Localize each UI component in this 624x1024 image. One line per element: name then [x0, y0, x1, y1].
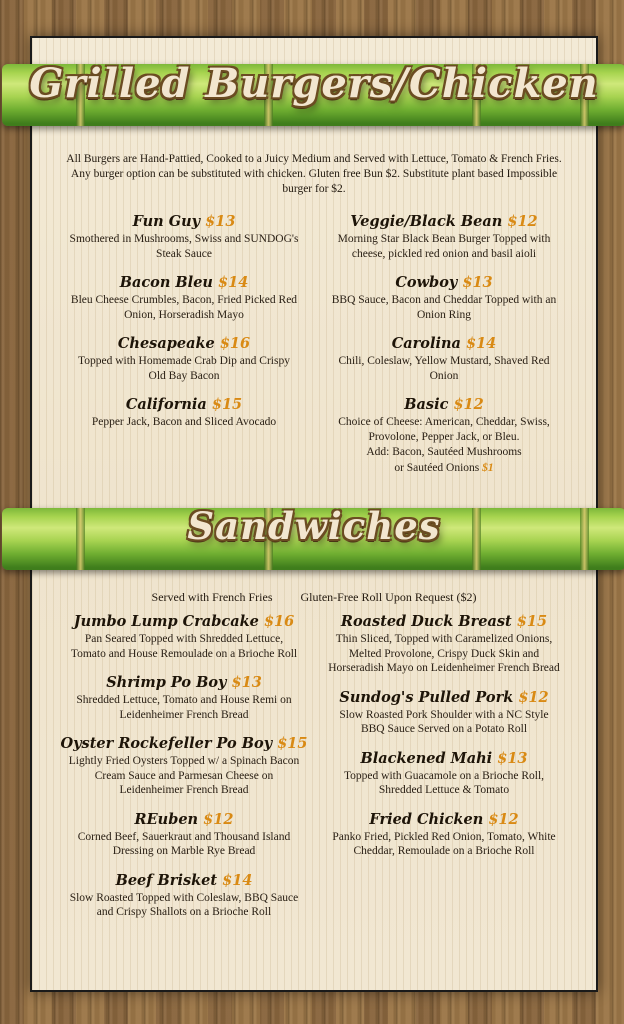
menu-item-description: Lightly Fried Oysters Topped w/ a Spinach Bacon Cream Sauce and Parmesan Cheese on Leidenheimer French Bread	[68, 755, 300, 796]
menu-item-price: $15	[277, 735, 308, 752]
menu-item-description: BBQ Sauce, Bacon and Cheddar Topped with an Onion Ring	[331, 294, 557, 321]
menu-item[interactable]	[314, 750, 574, 798]
menu-item-price: $15	[516, 613, 548, 630]
menu-item[interactable]	[314, 335, 574, 383]
section-title-sandwiches: Sandwiches	[187, 504, 441, 548]
menu-item-price: $13	[462, 274, 493, 291]
burgers-right-column	[314, 213, 574, 488]
section-grilled-burgers	[32, 152, 596, 488]
menu-item-heading	[314, 396, 574, 414]
menu-item-description: Slow Roasted Topped with Coleslaw, BBQ Sauce and Crispy Shallots on a Brioche Roll	[69, 891, 299, 918]
menu-item[interactable]	[314, 213, 574, 261]
menu-item-heading	[314, 613, 574, 631]
banner-grilled-burgers	[2, 52, 624, 144]
menu-item-name: Jumbo Lump Crabcake	[73, 613, 259, 630]
banner-sandwiches	[2, 496, 624, 588]
menu-item-heading	[314, 811, 574, 829]
menu-item-description: Pan Seared Topped with Shredded Lettuce, Tomato and House Remoulade on a Brioche Roll	[70, 633, 298, 660]
menu-item-price: $12	[203, 810, 234, 828]
menu-item[interactable]	[54, 811, 314, 859]
menu-item[interactable]	[54, 674, 314, 722]
menu-item[interactable]	[314, 396, 574, 475]
menu-item-description: Shredded Lettuce, Tomato and House Remi on Leidenheimer French Bread	[76, 694, 292, 721]
menu-item-description: Corned Beef, Sauerkraut and Thousand Island Dressing on Marble Rye Bread	[77, 830, 291, 857]
menu-item-price: $16	[219, 335, 251, 352]
section-title-burgers: Grilled Burgers/Chicken	[29, 60, 599, 107]
menu-item-name: Fried Chicken	[369, 810, 484, 828]
menu-item-heading	[54, 811, 314, 829]
menu-item-price: $14	[218, 274, 249, 291]
menu-item-description: Choice of Cheese: American, Cheddar, Swiss, Provolone, Pepper Jack, or Bleu.	[338, 416, 550, 443]
menu-item-description: Panko Fried, Pickled Red Onion, Tomato, White Cheddar, Remoulade on a Brioche Roll	[332, 830, 556, 857]
menu-item-name: Oyster Rockefeller Po Boy	[60, 735, 273, 752]
menu-item[interactable]	[314, 689, 574, 737]
menu-item-price: $13	[497, 749, 528, 767]
menu-item[interactable]	[54, 274, 314, 322]
menu-item-name: REuben	[134, 810, 199, 828]
menu-item-price: $13	[205, 213, 236, 230]
menu-item[interactable]	[314, 811, 574, 859]
menu-item-price: $12	[518, 688, 549, 706]
menu-item[interactable]	[54, 335, 314, 383]
menu-item-name: Shrimp Po Boy	[106, 674, 227, 691]
menu-item-name: Beef Brisket	[115, 871, 218, 889]
menu-item-heading	[314, 335, 574, 353]
menu-item-add-ons-2	[314, 460, 574, 476]
burgers-left-column	[54, 213, 314, 488]
menu-item-name: Chesapeake	[117, 335, 215, 352]
menu-item[interactable]	[54, 213, 314, 261]
menu-item-name: Roasted Duck Breast	[340, 613, 512, 630]
menu-item-heading	[54, 396, 314, 414]
menu-item-price: $13	[231, 674, 262, 691]
corner-bottom-left	[30, 974, 48, 992]
menu-item-heading	[54, 674, 314, 692]
menu-item-name: Sundog's Pulled Pork	[339, 688, 514, 706]
corner-bottom-right	[580, 974, 598, 992]
menu-item-heading	[314, 213, 574, 231]
menu-item-heading	[314, 274, 574, 292]
serve-note-right: Gluten-Free Roll Upon Request ($2)	[300, 590, 477, 604]
menu-item[interactable]	[54, 735, 314, 798]
menu-item-add-ons: Add: Bacon, Sautéed Mushrooms	[366, 446, 522, 458]
menu-item-description: Topped with Guacamole on a Brioche Roll, Shredded Lettuce & Tomato	[343, 769, 545, 796]
sandwiches-right-column	[314, 613, 574, 933]
menu-item-name: Fun Guy	[132, 213, 201, 230]
menu-item-description: Pepper Jack, Bacon and Sliced Avocado	[91, 416, 277, 428]
menu-item-price: $14	[222, 871, 253, 889]
menu-item-heading	[54, 335, 314, 353]
menu-item-heading	[54, 213, 314, 231]
menu-item-price: $12	[488, 810, 519, 828]
menu-item-description: Bleu Cheese Crumbles, Bacon, Fried Picked Red Onion, Horseradish Mayo	[70, 294, 298, 321]
menu-item-name: Veggie/Black Bean	[350, 213, 503, 230]
menu-item-name: California	[125, 396, 207, 413]
menu-item-heading	[54, 274, 314, 292]
menu-item-description: Chili, Coleslaw, Yellow Mustard, Shaved Red Onion	[338, 355, 550, 382]
menu-item[interactable]	[54, 613, 314, 661]
menu-item-price: $16	[263, 613, 295, 630]
menu-item-heading	[314, 689, 574, 707]
menu-item-description: Morning Star Black Bean Burger Topped with cheese, pickled red onion and basil aioli	[337, 233, 551, 260]
menu-item-name: Bacon Bleu	[119, 274, 213, 291]
menu-item-price: $15	[211, 396, 243, 413]
menu-item[interactable]	[314, 613, 574, 676]
menu-item[interactable]	[54, 872, 314, 920]
menu-item-price: $14	[465, 335, 497, 352]
menu-item-name: Cowboy	[395, 274, 458, 291]
menu-item-price: $12	[453, 396, 484, 413]
menu-item-heading	[54, 735, 314, 753]
sandwiches-left-column	[54, 613, 314, 933]
menu-item-name: Basic	[404, 396, 449, 413]
menu-item-description: Slow Roasted Pork Shoulder with a NC Style BBQ Sauce Served on a Potato Roll	[339, 708, 549, 735]
menu-item-name: Blackened Mahi	[360, 749, 493, 767]
menu-item[interactable]	[54, 396, 314, 430]
sandwiches-serve-notes	[32, 590, 596, 605]
menu-item-heading	[54, 613, 314, 631]
menu-item[interactable]	[314, 274, 574, 322]
menu-item-heading	[314, 750, 574, 768]
menu-item-description: Thin Sliced, Topped with Caramelized Onions, Melted Provolone, Crispy Duck Skin and Horseradish Mayo on Leidenheimer French Bread	[328, 633, 560, 674]
section-sandwiches	[32, 590, 596, 933]
menu-item-add-on-label: or Sautéed Onions	[394, 461, 480, 474]
menu-item-heading	[54, 872, 314, 890]
menu-item-description: Smothered in Mushrooms, Swiss and SUNDOG's Steak Sauce	[69, 233, 299, 260]
menu-page	[30, 36, 598, 992]
menu-item-price: $12	[507, 213, 538, 230]
serve-note-left: Served with French Fries	[151, 590, 273, 604]
menu-item-add-on-price: $1	[482, 461, 494, 474]
burgers-intro-text: All Burgers are Hand-Pattied, Cooked to a Juicy Medium and Served with Lettuce, Tomato & French Fries. Any burger option can be substituted with chicken. Gluten free Bun $2. Substitute plant based Impossible burger for $2.	[66, 153, 562, 195]
menu-item-name: Carolina	[391, 335, 461, 352]
menu-item-description: Topped with Homemade Crab Dip and Crispy Old Bay Bacon	[78, 355, 290, 382]
